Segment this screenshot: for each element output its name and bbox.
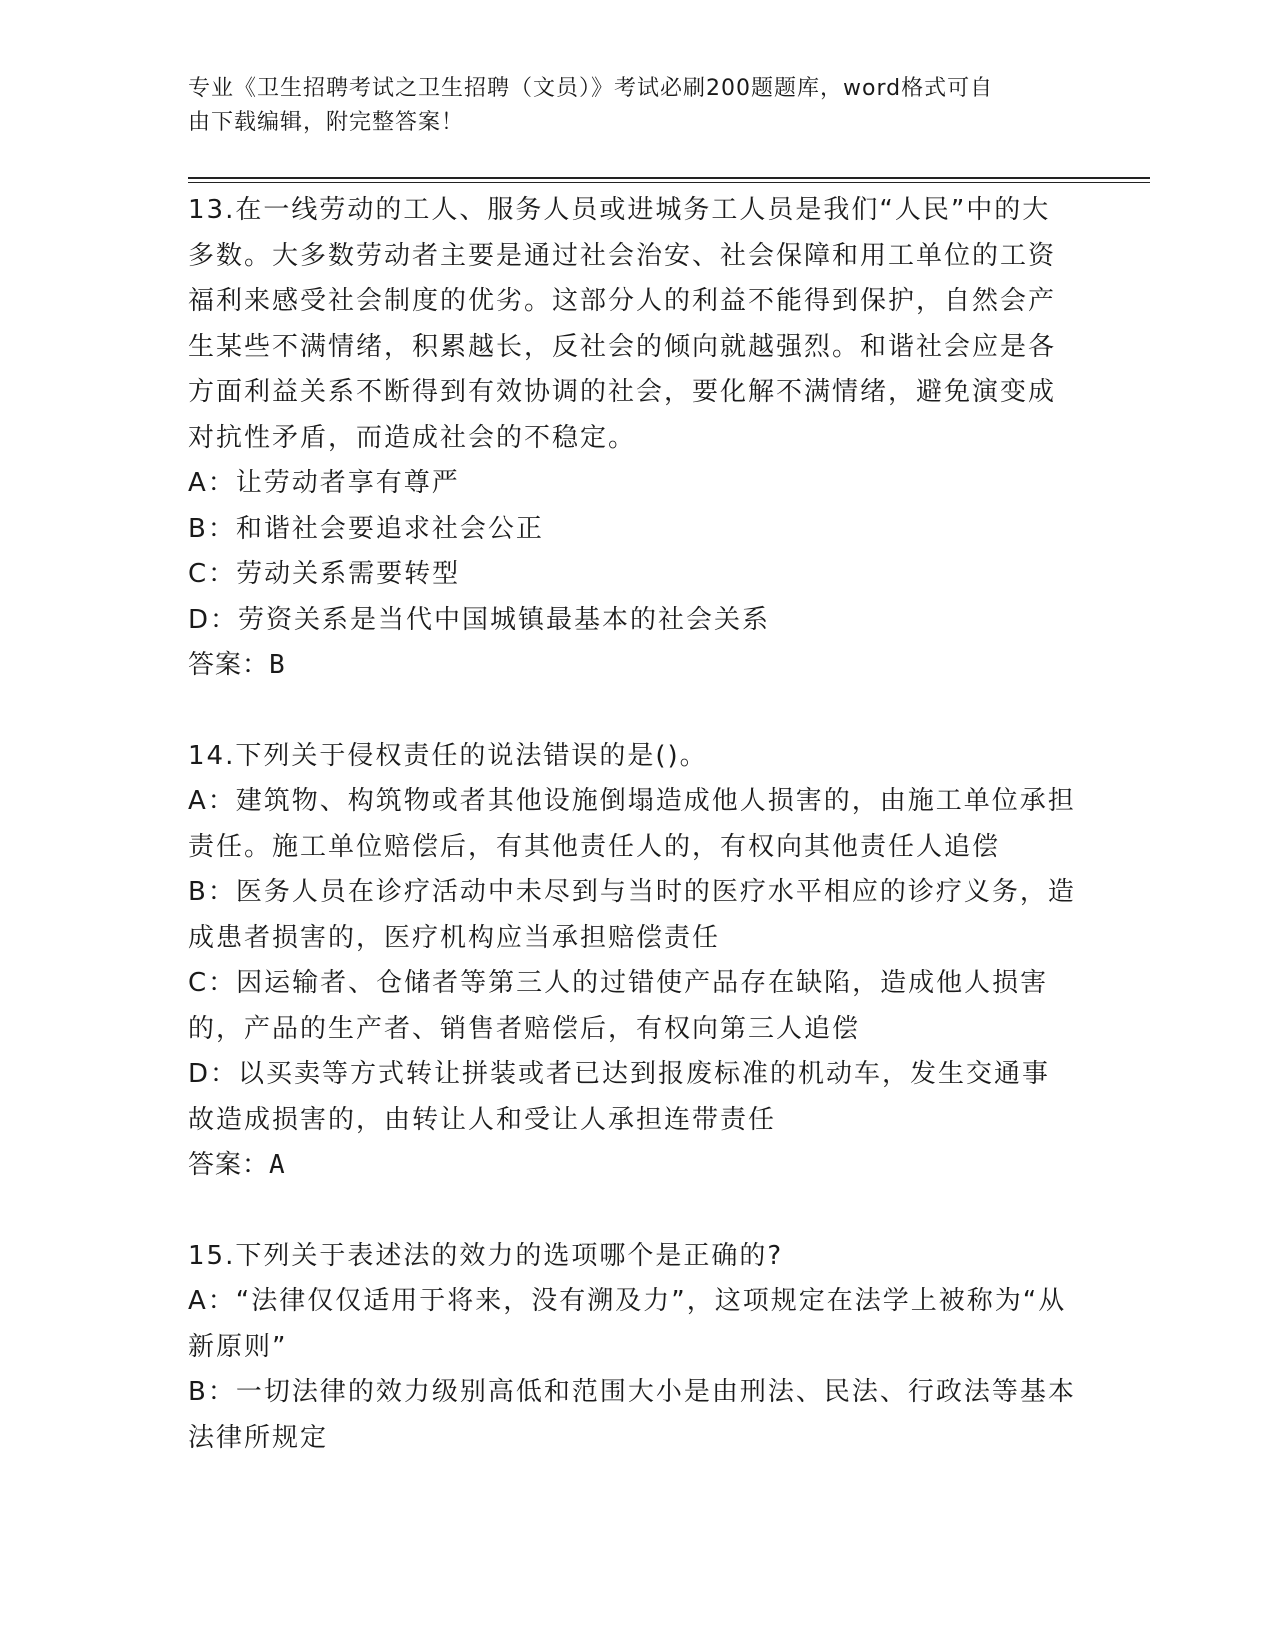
option-c: C：因运输者、仓储者等第三人的过错使产品存在缺陷，造成他人损害的，产品的生产者、销售者赔偿后，有权向第三人追偿 (188, 968, 1049, 1044)
question-stem: 13.在一线劳动的工人、服务人员或进城务工人员是我们“人民”中的大多数。大多数劳动者主要是通过社会治安、社会保障和用工单位的工资福利来感受社会制度的优劣。这部分人的利益不能得到保护，自然会产生某些不满情绪，积累越长，反社会的倾向就越强烈。和谐社会应是各方面利益关系不断得到有效协调的社会，要化解不满情绪，避免演变成对抗性矛盾，而造成社会的不稳定。 (188, 195, 1057, 453)
header-line-1: 专业《卫生招聘考试之卫生招聘（文员）》考试必刷200题题库，word格式可自 (188, 76, 994, 101)
question-stem: 14.下列关于侵权责任的说法错误的是()。 (188, 740, 708, 771)
option-a: A：建筑物、构筑物或者其他设施倒塌造成他人损害的，由施工单位承担责任。施工单位赔偿后，有其他责任人的，有权向其他责任人追偿 (188, 786, 1076, 862)
question-15 (188, 1234, 1078, 1462)
option-a: A：让劳动者享有尊严 (188, 468, 460, 498)
answer-label: 答案： (188, 1150, 270, 1180)
answer-value: B (269, 650, 286, 680)
option-c: C：劳动关系需要转型 (188, 559, 461, 589)
answer-line (188, 1143, 1078, 1189)
option-b: B：和谐社会要追求社会公正 (188, 513, 544, 544)
header-line-2: 由下载编辑，附完整答案！ (188, 110, 465, 135)
option-b: B：医务人员在诊疗活动中未尽到与当时的医疗水平相应的诊疗义务，造成患者损害的，医疗机构应当承担赔偿责任 (188, 877, 1076, 953)
answer-line (188, 643, 1078, 689)
answer-label: 答案： (188, 650, 270, 680)
option-d: D：劳资关系是当代中国城镇最基本的社会关系 (188, 604, 771, 635)
question-stem: 15.下列关于表述法的效力的选项哪个是正确的? (188, 1240, 784, 1271)
option-b: B：一切法律的效力级别高低和范围大小是由刑法、民法、行政法等基本法律所规定 (188, 1377, 1076, 1453)
answer-value: A (269, 1150, 286, 1180)
question-list (188, 188, 1078, 1461)
question-14 (188, 734, 1078, 1189)
question-13 (188, 188, 1078, 689)
document-header (188, 72, 1068, 140)
option-d: D：以买卖等方式转让拼装或者已达到报废标准的机动车，发生交通事故造成损害的，由转让人和受让人承担连带责任 (188, 1059, 1051, 1135)
header-divider (188, 177, 1150, 183)
option-a: A：“法律仅仅适用于将来，没有溯及力”，这项规定在法学上被称为“从新原则” (188, 1286, 1067, 1362)
